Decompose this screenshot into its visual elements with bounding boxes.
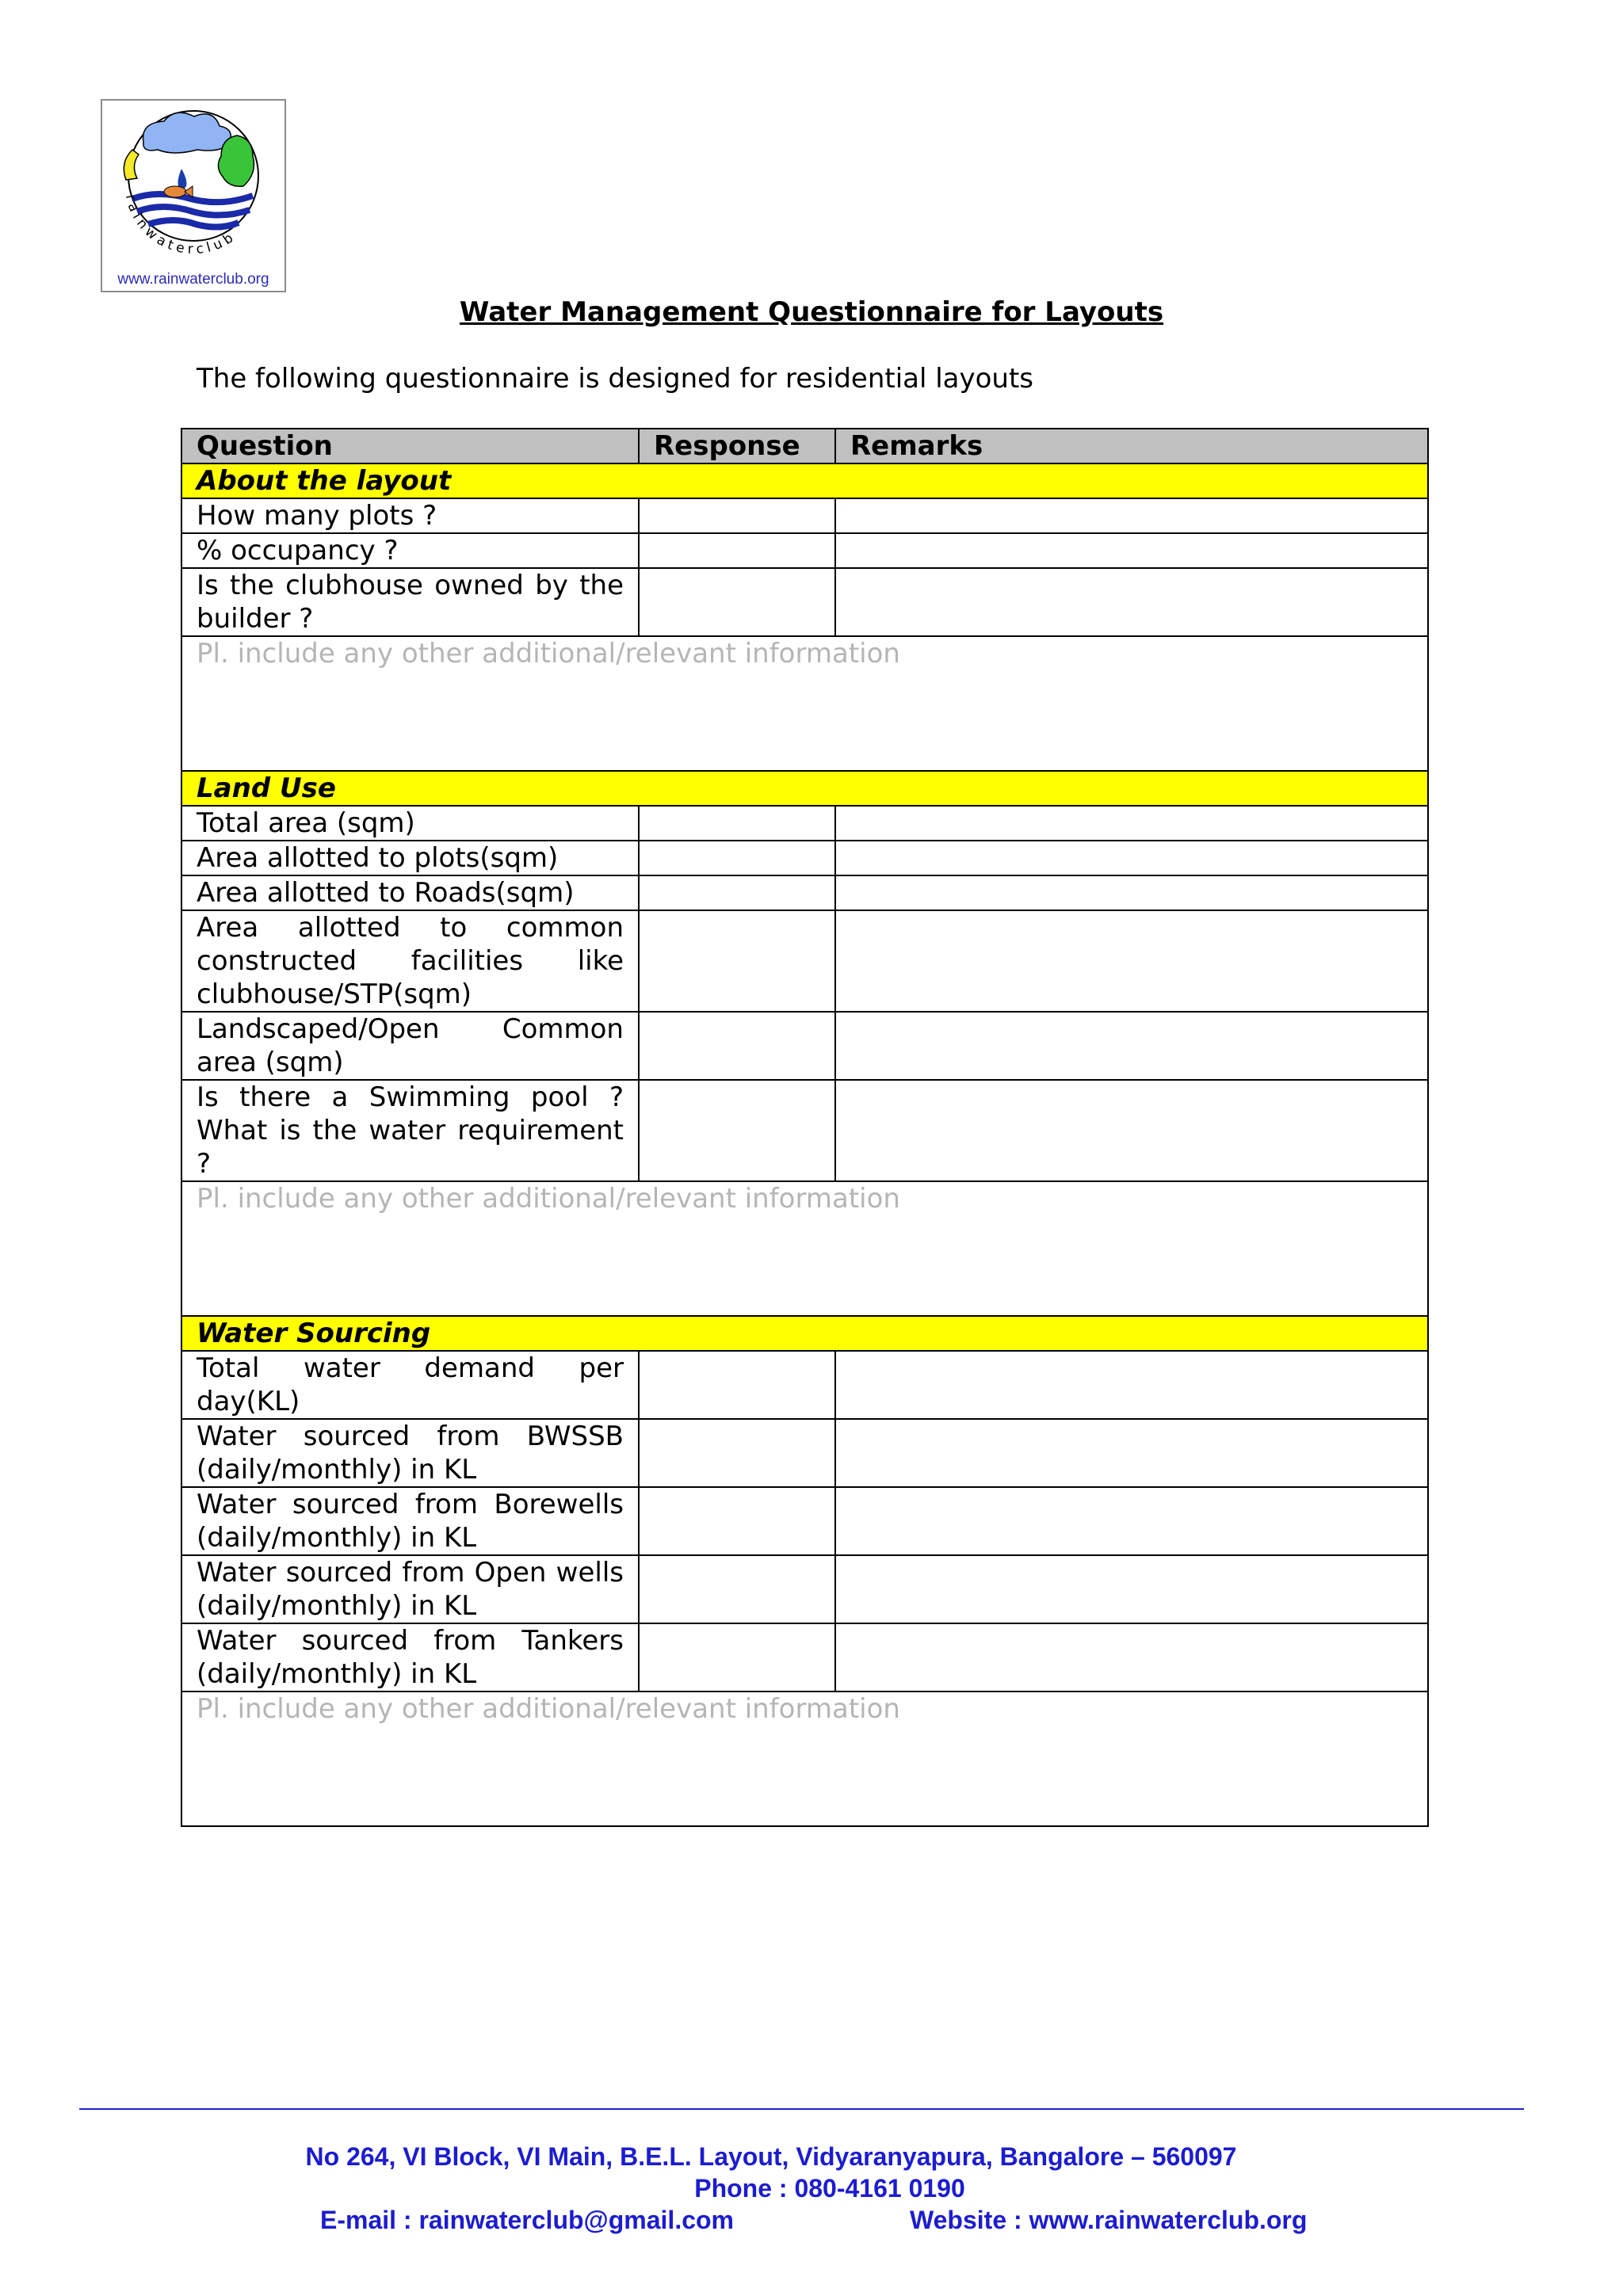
questionnaire-table — [181, 428, 1429, 1827]
response-cell[interactable] — [639, 1623, 835, 1691]
response-cell[interactable] — [639, 806, 835, 841]
note-row — [181, 1181, 1428, 1316]
table-row — [181, 1487, 1428, 1555]
question-cell: Total area (sqm) — [181, 806, 639, 841]
remarks-cell[interactable] — [835, 1487, 1428, 1555]
response-cell[interactable] — [639, 1419, 835, 1487]
remarks-cell[interactable] — [835, 806, 1428, 841]
header-question: Question — [181, 429, 639, 463]
remarks-cell[interactable] — [835, 533, 1428, 568]
additional-info-cell[interactable]: Pl. include any other additional/relevant information — [181, 1181, 1428, 1316]
question-cell: Landscaped/Open Common area (sqm) — [181, 1012, 639, 1080]
remarks-cell[interactable] — [835, 498, 1428, 533]
response-cell[interactable] — [639, 1555, 835, 1623]
question-cell: Water sourced from Borewells (daily/monthly) in KL — [181, 1487, 639, 1555]
question-cell: Water sourced from BWSSB (daily/monthly) in KL — [181, 1419, 639, 1487]
response-cell[interactable] — [639, 875, 835, 910]
table-row — [181, 1419, 1428, 1487]
remarks-cell[interactable] — [835, 1080, 1428, 1181]
note-row — [181, 1691, 1428, 1826]
response-cell[interactable] — [639, 498, 835, 533]
response-cell[interactable] — [639, 841, 835, 875]
table-row — [181, 1555, 1428, 1623]
response-cell[interactable] — [639, 568, 835, 636]
footer-phone: Phone : 080-4161 0190 — [694, 2174, 965, 2203]
logo-ring-text: rainwaterclub — [121, 193, 240, 258]
remarks-cell[interactable] — [835, 1419, 1428, 1487]
table-row — [181, 498, 1428, 533]
response-cell[interactable] — [639, 910, 835, 1012]
section-title: Water Sourcing — [181, 1316, 1428, 1351]
logo-url: www.rainwaterclub.org — [117, 271, 269, 288]
table-row — [181, 806, 1428, 841]
table-row — [181, 568, 1428, 636]
table-header-row — [181, 429, 1428, 463]
table-row — [181, 1012, 1428, 1080]
question-cell: Water sourced from Open wells (daily/monthly) in KL — [181, 1555, 639, 1623]
remarks-cell[interactable] — [835, 1555, 1428, 1623]
table-row — [181, 1623, 1428, 1691]
additional-info-cell[interactable]: Pl. include any other additional/relevant information — [181, 636, 1428, 771]
footer-email-link[interactable]: E-mail : rainwaterclub@gmail.com — [320, 2206, 734, 2234]
response-cell[interactable] — [639, 533, 835, 568]
question-cell: Is the clubhouse owned by the builder ? — [181, 568, 639, 636]
table-row — [181, 533, 1428, 568]
question-cell: Total water demand per day(KL) — [181, 1351, 639, 1419]
table-row — [181, 910, 1428, 1012]
document-title: Water Management Questionnaire for Layouts — [459, 296, 1164, 328]
logo-emblem-icon — [102, 101, 285, 267]
remarks-cell[interactable] — [835, 910, 1428, 1012]
remarks-cell[interactable] — [835, 875, 1428, 910]
remarks-cell[interactable] — [835, 1012, 1428, 1080]
response-cell[interactable] — [639, 1012, 835, 1080]
additional-info-cell[interactable]: Pl. include any other additional/relevant information — [181, 1691, 1428, 1826]
question-cell: Area allotted to common constructed facilities like clubhouse/STP(sqm) — [181, 910, 639, 1012]
intro-text: The following questionnaire is designed for residential layouts — [197, 363, 1034, 395]
rainwaterclub-logo — [101, 99, 286, 292]
table-row — [181, 875, 1428, 910]
table-row — [181, 841, 1428, 875]
response-cell[interactable] — [639, 1080, 835, 1181]
table-row — [181, 1351, 1428, 1419]
remarks-cell[interactable] — [835, 1623, 1428, 1691]
question-cell: % occupancy ? — [181, 533, 639, 568]
remarks-cell[interactable] — [835, 841, 1428, 875]
question-cell: Area allotted to Roads(sqm) — [181, 875, 639, 910]
footer-address: No 264, VI Block, VI Main, B.E.L. Layout, Vidyaranyapura, Bangalore – 560097 — [305, 2142, 1237, 2171]
note-row — [181, 636, 1428, 771]
remarks-cell[interactable] — [835, 568, 1428, 636]
header-response: Response — [639, 429, 835, 463]
table-row — [181, 1080, 1428, 1181]
section-row-about-layout — [181, 463, 1428, 498]
response-cell[interactable] — [639, 1351, 835, 1419]
remarks-cell[interactable] — [835, 1351, 1428, 1419]
response-cell[interactable] — [639, 1487, 835, 1555]
section-row-water-sourcing — [181, 1316, 1428, 1351]
section-row-land-use — [181, 771, 1428, 806]
section-title: Land Use — [181, 771, 1428, 806]
question-cell: How many plots ? — [181, 498, 639, 533]
question-cell: Is there a Swimming pool ? What is the water requirement ? — [181, 1080, 639, 1181]
footer-divider — [79, 2108, 1524, 2110]
question-cell: Water sourced from Tankers (daily/monthly) in KL — [181, 1623, 639, 1691]
section-title: About the layout — [181, 463, 1428, 498]
question-cell: Area allotted to plots(sqm) — [181, 841, 639, 875]
header-remarks: Remarks — [835, 429, 1428, 463]
footer-website-link[interactable]: Website : www.rainwaterclub.org — [910, 2206, 1308, 2234]
